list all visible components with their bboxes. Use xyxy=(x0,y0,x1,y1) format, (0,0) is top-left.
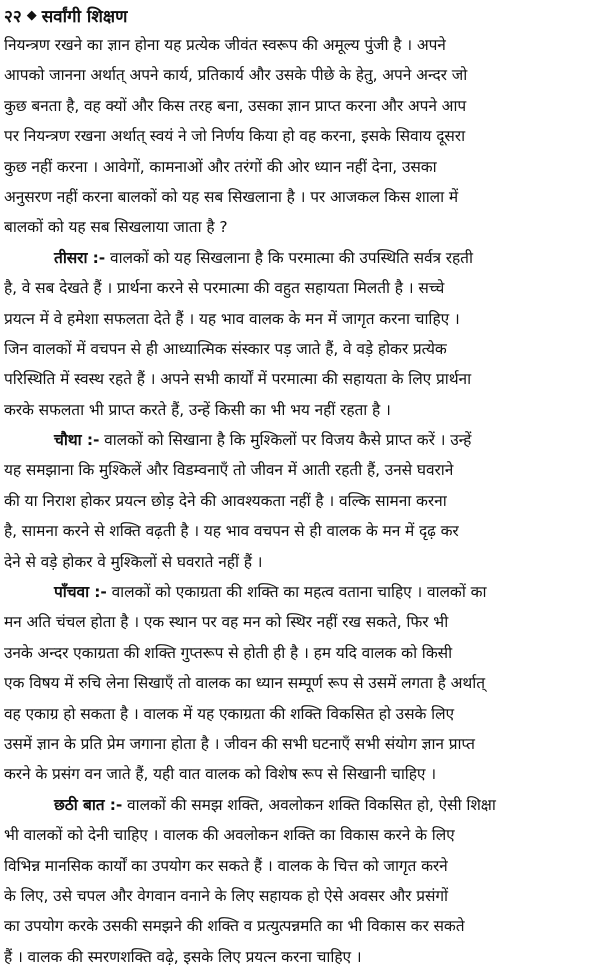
text-line: कुछ बनता है, वह क्यों और किस तरह बना, उसका ज्ञान प्राप्त करना और अपने आप xyxy=(4,96,467,115)
text-line: बालकों को यह सब सिखलाया जाता है ? xyxy=(4,218,228,237)
text-line: यह समझाना कि मुश्किलें और विडम्वनाएँ तो जीवन में आती रहती हैं, उनसे घवराने xyxy=(4,461,454,480)
text-line: उसमें ज्ञान के प्रति प्रेम जगाना होता है । जीवन की सभी घटनाएँ सभी संयोग ज्ञान प्राप्त xyxy=(4,734,475,753)
chapter-title: सर्वांगी शिक्षण xyxy=(41,6,128,27)
text-line: उनके अन्दर एकाग्रता की शक्ति गुप्तरूप से होती ही है । हम यदि वालक को किसी xyxy=(4,643,453,662)
text-line: करने के प्रसंग वन जाते हैं, यही वात वालक को विशेष रूप से सिखानी चाहिए । xyxy=(4,765,436,784)
first-line-text: वालकों की समझ शक्ति, अवलोकन शक्ति विकसित हो, ऐसी शिक्षा xyxy=(127,795,496,814)
text-line: नियन्त्रण रखने का ज्ञान होना यह प्रत्येक जीवंत स्वरूप की अमूल्य पुंजी है । अपने xyxy=(4,36,446,54)
first-line-text: वालकों को सिखाना है कि मुश्किलों पर विजय कैसे प्राप्त करें । उन्हें xyxy=(104,431,472,450)
body-text xyxy=(4,30,594,972)
section-label-chautha: चौथा :- xyxy=(54,431,100,450)
text-line: के लिए, उसे चपल और वेगवान वनाने के लिए सहायक हो ऐसे अवसर और प्रसंगों xyxy=(4,886,448,905)
paragraph-panchva xyxy=(4,577,594,790)
text-line: हैं । वालक की स्मरणशक्ति वढ़े, इसके लिए प्रयत्न करना चाहिए । xyxy=(4,947,362,966)
first-line-text: वालकों को एकाग्रता की शक्ति का महत्व वताना चाहिए । वालकों का xyxy=(111,583,487,602)
text-line-first xyxy=(4,790,594,820)
text-line: जिन वालकों में वचपन से ही आध्यात्मिक संस्कार पड़ जाते हैं, वे वड़े होकर प्रत्येक xyxy=(4,339,447,358)
text-line-first xyxy=(4,243,594,273)
section-label-chhathi: छठी बात :- xyxy=(54,795,123,814)
paragraph-teesra xyxy=(4,243,594,425)
text-line: है, सामना करने से शक्ति वढ़ती है । यह भाव वचपन से ही वालक के मन में दृढ़ कर xyxy=(4,522,459,541)
paragraph-intro xyxy=(4,30,594,243)
text-line: करके सफलता भी प्राप्त करते हैं, उन्हें किसी का भी भय नहीं रहता है । xyxy=(4,400,391,419)
section-label-panchva: पाँचवा :- xyxy=(54,583,107,602)
section-label-teesra: तीसरा :- xyxy=(54,248,106,267)
text-line: प्रयत्न में वे हमेशा सफलता देते हैं । यह भाव वालक के मन में जागृत करना चाहिए । xyxy=(4,309,460,328)
text-line: भी वालकों को देनी चाहिए । वालक की अवलोकन शक्ति का विकास करने के लिए xyxy=(4,826,455,845)
text-line: पर नियन्त्रण रखना अर्थात् स्वयं ने जो निर्णय किया हो वह करना, इसके सिवाय दूसरा xyxy=(4,127,466,146)
text-line: अनुसरण नहीं करना बालकों को यह सब सिखलाना है । पर आजकल किस शाला में xyxy=(4,187,459,206)
text-line: है, वे सब देखते हैं । प्रार्थना करने से परमात्मा की वहुत सहायता मिलती है । सच्चे xyxy=(4,279,445,298)
text-line: कुछ नहीं करना । आवेगों, कामनाओं और तरंगों की ओर ध्यान नहीं देना, उसका xyxy=(4,157,437,176)
text-line: विभिन्न मानसिक कार्यों का उपयोग कर सकते हैं । वालक के चित्त को जागृत करने xyxy=(4,856,448,875)
text-line: परिस्थिति में स्वस्थ रहते हैं । अपने सभी कार्यों में परमात्मा की सहायता के लिए प्रार्थना xyxy=(4,370,472,389)
page-header xyxy=(4,0,594,30)
text-line: एक विषय में रुचि लेना सिखाएँ तो वालक का ध्यान सम्पूर्ण रूप से उसमें लगता है अर्थात् xyxy=(4,674,485,693)
text-line: आपको जानना अर्थात् अपने कार्य, प्रतिकार्य और उसके पीछे के हेतु, अपने अन्दर जो xyxy=(4,66,468,85)
diamond-icon: ◆ xyxy=(26,7,37,23)
text-line-first xyxy=(4,425,594,455)
text-line: वह एकाग्र हो सकता है । वालक में यह एकाग्रता की शक्ति विकसित हो उसके लिए xyxy=(4,704,454,723)
paragraph-chhathi xyxy=(4,790,594,972)
paragraph-chautha xyxy=(4,425,594,577)
first-line-text: वालकों को यह सिखलाना है कि परमात्मा की उपस्थिति सर्वत्र रहती xyxy=(109,248,473,267)
page-number: २२ xyxy=(4,6,22,27)
text-line: मन अति चंचल होता है । एक स्थान पर वह मन को स्थिर नहीं रख सकते, फिर भी xyxy=(4,613,449,632)
text-line: की या निराश होकर प्रयत्न छोड़ देने की आवश्यकता नहीं है । वल्कि सामना करना xyxy=(4,491,447,510)
text-line-first xyxy=(4,577,594,607)
book-page xyxy=(4,0,594,978)
text-line: का उपयोग करके उसकी समझने की शक्ति व प्रत्युत्पन्नमति का भी विकास कर सकते xyxy=(4,917,465,936)
text-line: देने से वड़े होकर वे मुश्किलों से घवराते नहीं हैं । xyxy=(4,552,263,571)
